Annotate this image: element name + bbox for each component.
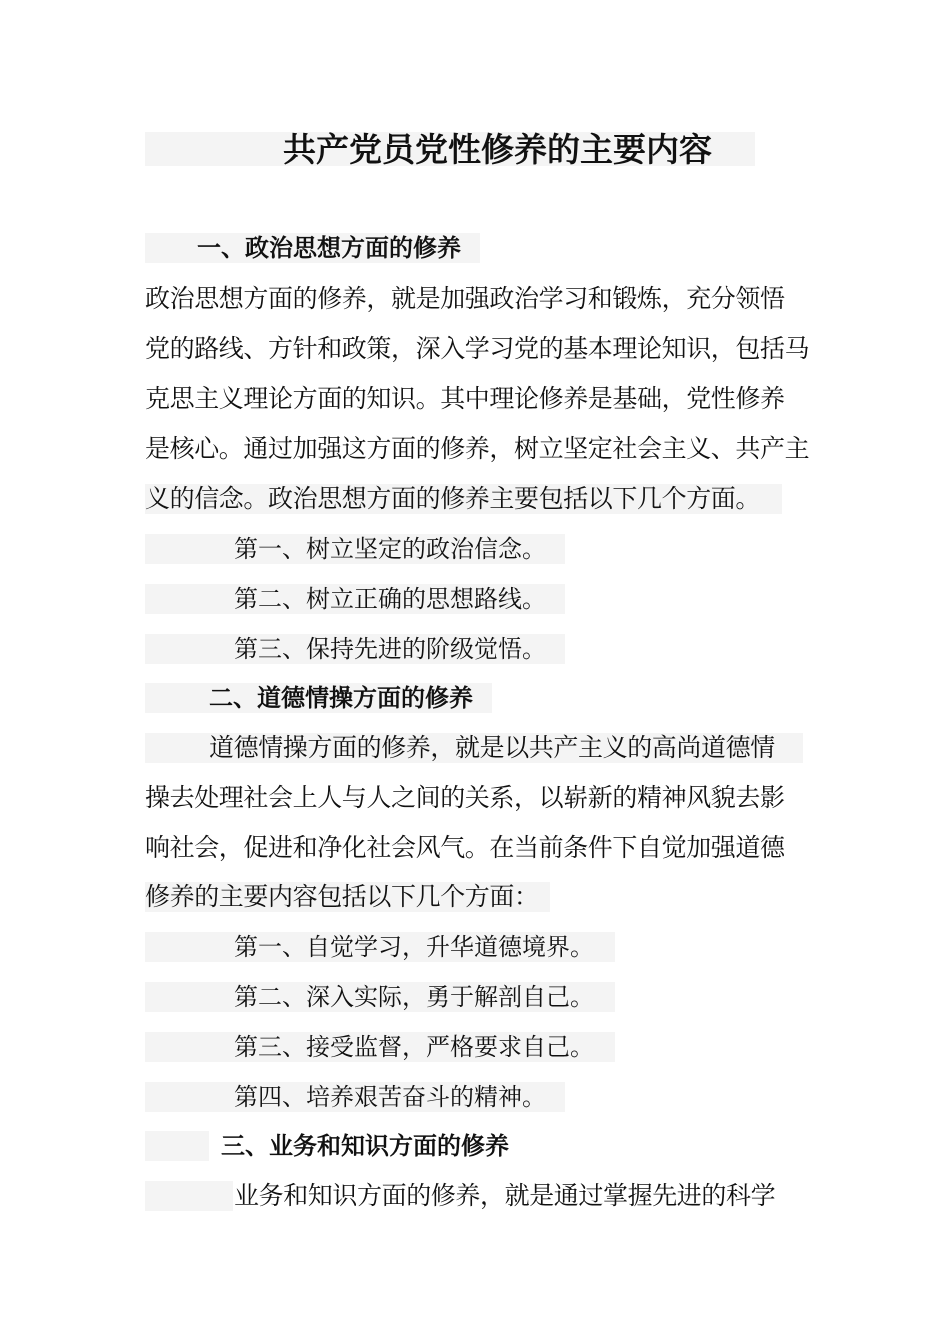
section-3-paragraph-line: 业务和知识方面的修养，就是通过掌握先进的科学	[234, 1181, 776, 1210]
section-2-heading: 二、道德情操方面的修养	[145, 683, 492, 713]
section-1-paragraph-line: 是核心。通过加强这方面的修养，树立坚定社会主义、共产主	[145, 434, 810, 463]
section-2-paragraph-line: 修养的主要内容包括以下几个方面：	[145, 882, 550, 912]
section-2-paragraph-line: 响社会，促进和净化社会风气。在当前条件下自觉加强道德	[145, 833, 785, 862]
section-1-paragraph-line: 党的路线、方针和政策，深入学习党的基本理论知识，包括马	[145, 334, 810, 363]
section-2-paragraph-line: 道德情操方面的修养，就是以共产主义的高尚道德情	[145, 733, 803, 763]
section-2-point: 第二、深入实际，勇于解剖自己。	[145, 982, 615, 1012]
section-2-point: 第三、接受监督，严格要求自己。	[145, 1032, 615, 1062]
section-1-heading: 一、政治思想方面的修养	[145, 233, 480, 263]
section-1-point: 第三、保持先进的阶级觉悟。	[145, 634, 565, 664]
document-title: 共产党员党性修养的主要内容	[145, 132, 755, 166]
section-3-heading: 三、业务和知识方面的修养	[221, 1131, 509, 1160]
section-1-paragraph-line: 政治思想方面的修养，就是加强政治学习和锻炼，充分领悟	[145, 284, 785, 313]
section-2-paragraph-line: 操去处理社会上人与人之间的关系，以崭新的精神风貌去影	[145, 783, 785, 812]
section-2-point: 第一、自觉学习，升华道德境界。	[145, 932, 615, 962]
section-1-point: 第一、树立坚定的政治信念。	[145, 534, 565, 564]
section-3-heading-shade	[145, 1131, 209, 1161]
section-1-paragraph-line: 克思主义理论方面的知识。其中理论修养是基础，党性修养	[145, 384, 785, 413]
section-1-paragraph-line: 义的信念。政治思想方面的修养主要包括以下几个方面。	[145, 484, 782, 514]
section-2-point: 第四、培养艰苦奋斗的精神。	[145, 1082, 565, 1112]
section-1-point: 第二、树立正确的思想路线。	[145, 584, 565, 614]
